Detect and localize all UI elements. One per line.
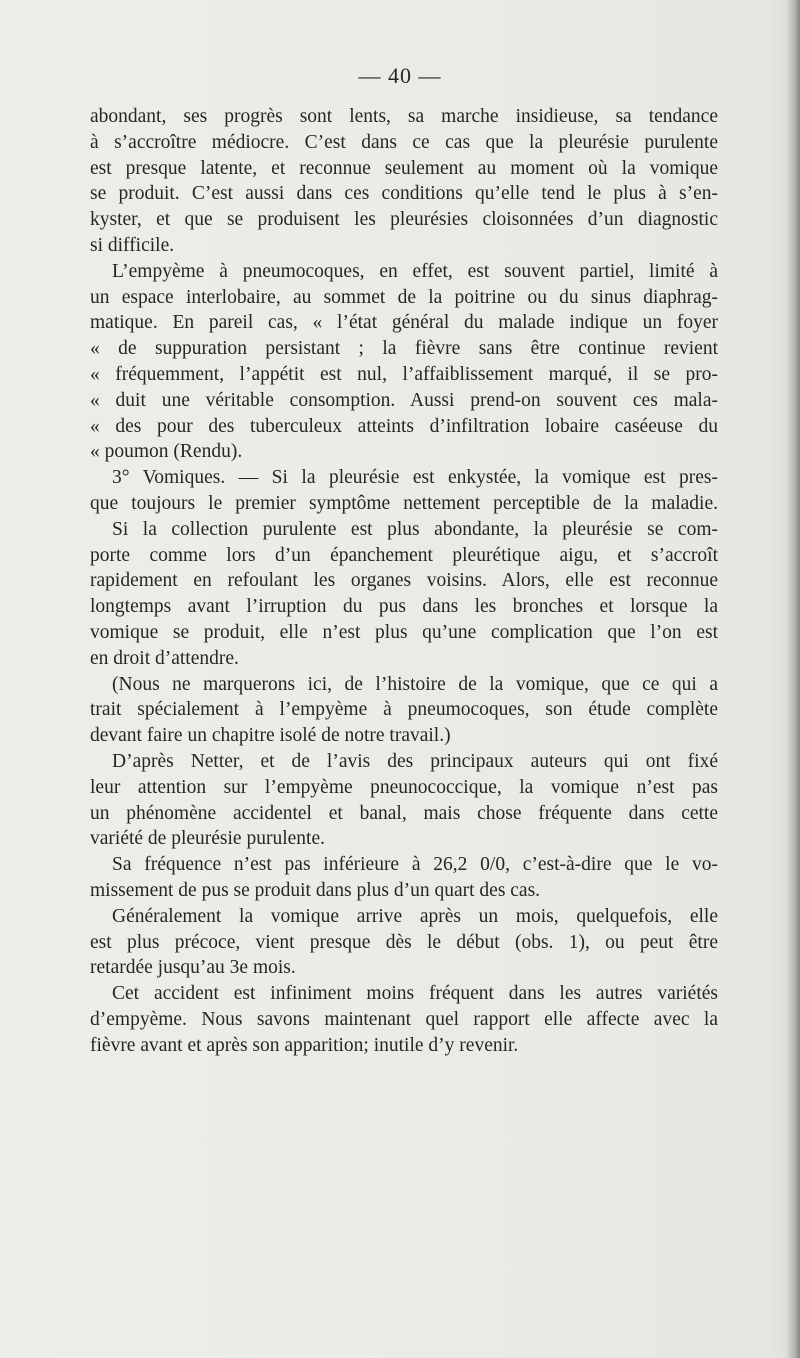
text-line: rapidement en refoulant les organes voisins. Alors, elle est reconnue bbox=[90, 570, 718, 592]
body-text bbox=[90, 104, 718, 1058]
text-line: un phénomène accidentel et banal, mais chose fréquente dans cette bbox=[90, 802, 718, 824]
text-line: variété de pleurésie purulente. bbox=[90, 828, 325, 850]
text-line: si difficile. bbox=[90, 234, 175, 256]
text-line: L’empyème à pneumocoques, en effet, est souvent partiel, limité à bbox=[112, 260, 718, 282]
text-line: D’après Netter, et de l’avis des principaux auteurs qui ont fixé bbox=[112, 750, 718, 772]
text-line: un espace interlobaire, au sommet de la poitrine ou du sinus diaphrag- bbox=[90, 286, 718, 308]
text-line: Si la collection purulente est plus abondante, la pleurésie se com- bbox=[112, 518, 718, 540]
text-line: (Nous ne marquerons ici, de l’histoire de la vomique, que ce qui a bbox=[112, 673, 718, 695]
text-line: porte comme lors d’un épanchement pleurétique aigu, et s’accroît bbox=[90, 544, 718, 566]
text-line: matique. En pareil cas, « l’état général du malade indique un foyer bbox=[90, 312, 718, 334]
text-line: « poumon (Rendu). bbox=[90, 441, 243, 463]
text-line: « de suppuration persistant ; la fièvre sans être continue revient bbox=[90, 338, 718, 360]
text-line: « fréquemment, l’appétit est nul, l’affaiblissement marqué, il se pro- bbox=[90, 363, 718, 385]
text-line: leur attention sur l’empyème pneunococcique, la vomique n’est pas bbox=[90, 776, 718, 798]
text-line: longtemps avant l’irruption du pus dans les bronches et lorsque la bbox=[90, 596, 718, 618]
text-line: devant faire un chapitre isolé de notre travail.) bbox=[90, 725, 451, 747]
text-line: d’empyème. Nous savons maintenant quel rapport elle affecte avec la bbox=[90, 1008, 718, 1030]
text-line: vomique se produit, elle n’est plus qu’une complication que l’on est bbox=[90, 621, 718, 643]
page-edge-shadow bbox=[786, 0, 800, 1358]
text-line: kyster, et que se produisent les pleurésies cloisonnées d’un diagnostic bbox=[90, 209, 718, 231]
text-line: missement de pus se produit dans plus d’un quart des cas. bbox=[90, 879, 541, 901]
text-line: retardée jusqu’au 3e mois. bbox=[90, 957, 296, 979]
text-line: « duit une véritable consomption. Aussi prend-on souvent ces mala- bbox=[90, 389, 718, 411]
text-line: Généralement la vomique arrive après un mois, quelquefois, elle bbox=[112, 905, 718, 927]
text-line: trait spécialement à l’empyème à pneumocoques, son étude complète bbox=[90, 699, 718, 721]
text-line: abondant, ses progrès sont lents, sa marche insidieuse, sa tendance bbox=[90, 106, 718, 127]
text-line: fièvre avant et après son apparition; inutile d’y revenir. bbox=[90, 1034, 519, 1056]
text-line: 3° Vomiques. — Si la pleurésie est enkystée, la vomique est pres- bbox=[112, 467, 718, 489]
text-line: que toujours le premier symptôme nettement perceptible de la maladie. bbox=[90, 492, 718, 514]
text-line: Sa fréquence n’est pas inférieure à 26,2 0/0, c’est-à-dire que le vo- bbox=[112, 854, 718, 876]
text-line: Cet accident est infiniment moins fréquent dans les autres variétés bbox=[112, 983, 718, 1005]
text-line: se produit. C’est aussi dans ces conditions qu’elle tend le plus à s’en- bbox=[90, 183, 718, 205]
text-line: à s’accroître médiocre. C’est dans ce cas que la pleurésie purulente bbox=[90, 131, 718, 153]
page-number: — 40 — bbox=[358, 63, 442, 88]
text-line: est plus précoce, vient presque dès le début (obs. 1), ou peut être bbox=[90, 931, 718, 953]
text-line: « des pour des tuberculeux atteints d’infiltration lobaire caséeuse du bbox=[90, 415, 718, 437]
text-line: en droit d’attendre. bbox=[90, 647, 239, 669]
text-line: est presque latente, et reconnue seulement au moment où la vomique bbox=[90, 157, 718, 179]
